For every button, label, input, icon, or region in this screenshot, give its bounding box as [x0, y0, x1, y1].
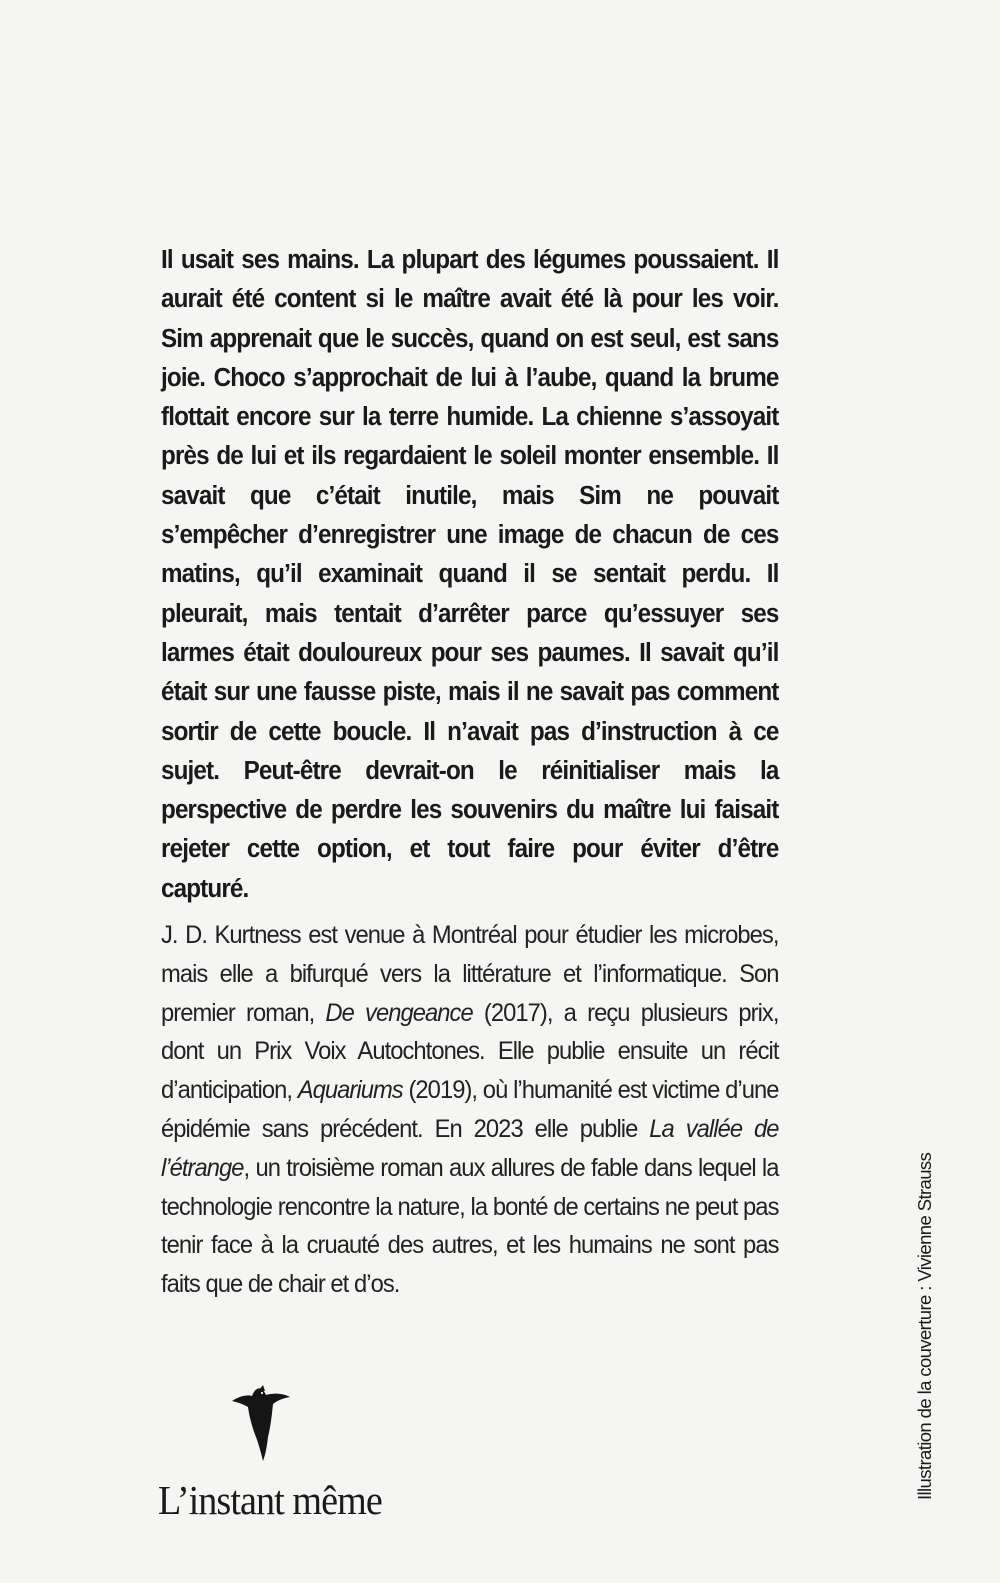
book-title-la-vallee-de-letrange: La vallée de l’étrange — [161, 1114, 779, 1182]
bio-text-2: (2017), a reçu plusieurs prix, dont un Prix Voix Autochtones. Elle publie ensuite un récit d’anticipation, — [161, 998, 779, 1105]
bio-text-1: J. D. Kurtness est venue à Montréal pour étudier les microbes, mais elle a bifurqué vers la littérature et l’informatique. Son premier roman, — [161, 921, 779, 1027]
author-bio-paragraph — [161, 916, 779, 1304]
bio-text-4: , un troisième roman aux allures de fable dans lequel la technologie rencontre la nature, la bonté de certains ne peut pas tenir face à la cruauté des autres, et les humains ne sont pas faits que de chair et d’os. — [161, 1153, 779, 1299]
cover-illustration-credit: Illustration de la couverture : Vivienne Strauss — [914, 1152, 935, 1500]
publisher-logo-text: L’instant même — [158, 1477, 382, 1523]
bio-text-3: (2019), où l’humanité est victime d’une épidémie sans précédent. En 2023 elle publie — [161, 1076, 779, 1143]
excerpt-paragraph: Il usait ses mains. La plupart des légumes poussaient. Il aurait été content si le maître avait été là pour les voir. Sim apprenait que le succès, quand on est seul, est sans joie. Choco s’approchait de lui à l’aube, quand la brume flottait encore sur la terre humide. La chienne s’assoyait près de lui et ils regardaient le soleil monter ensemble. Il savait que c’était inutile, mais Sim ne pouvait s’empêcher d’enregistrer une image de chacun de ces matins, qu’il examinait quand il se sentait perdu. Il pleurait, mais tentait d’arrêter parce qu’essuyer ses larmes était douloureux pour ses paumes. Il savait qu’il était sur une fausse piste, mais il ne savait pas comment sortir de cette boucle. Il n’avait pas d’instruction à ce sujet. Peut-être devrait-on le réinitialiser mais la perspective de perdre les souvenirs du maître lui faisait rejeter cette option, et tout faire pour éviter d’être capturé. — [161, 246, 779, 903]
book-title-aquariums: Aquariums — [297, 1076, 403, 1105]
book-title-de-vengeance: De vengeance — [325, 998, 473, 1027]
crow-icon — [226, 1381, 294, 1463]
